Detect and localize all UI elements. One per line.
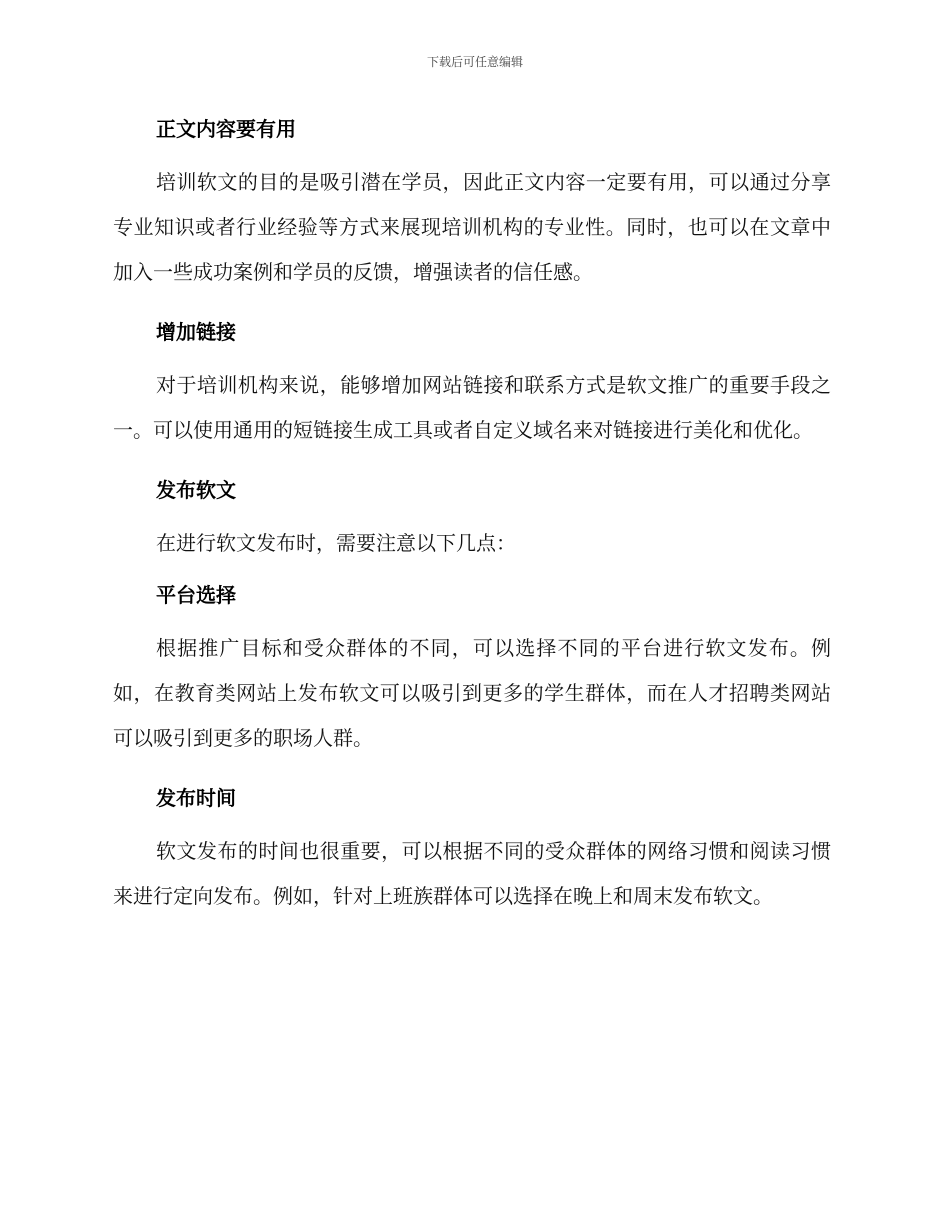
section-heading-useful-content: 正文内容要有用	[156, 117, 296, 141]
section-heading-add-links: 增加链接	[156, 320, 236, 344]
section-heading-timing: 发布时间	[156, 786, 236, 810]
page-header: 下载后可任意编辑	[426, 55, 523, 69]
section-paragraph-timing: 软文发布的时间也很重要，可以根据不同的受众群体的网络习惯和阅读习惯来进行定向发布。例如，针对上班族群体可以选择在晚上和周末发布软文。	[113, 839, 831, 908]
section-paragraph-platform: 根据推广目标和受众群体的不同，可以选择不同的平台进行软文发布。例如，在教育类网站上发布软文可以吸引到更多的学生群体，而在人才招聘类网站可以吸引到更多的职场人群。	[113, 636, 831, 750]
document-body	[113, 112, 831, 939]
section-paragraph-add-links: 对于培训机构来说，能够增加网站链接和联系方式是软文推广的重要手段之一。可以使用通用的短链接生成工具或者自定义域名来对链接进行美化和优化。	[113, 373, 831, 442]
section-paragraph-useful-content: 培训软文的目的是吸引潜在学员，因此正文内容一定要有用，可以通过分享专业知识或者行业经验等方式来展现培训机构的专业性。同时，也可以在文章中加入一些成功案例和学员的反馈，增强读者的信任感。	[113, 170, 831, 284]
section-heading-publish: 发布软文	[156, 478, 236, 502]
section-heading-platform: 平台选择	[156, 583, 236, 607]
section-paragraph-publish: 在进行软文发布时，需要注意以下几点：	[156, 531, 516, 555]
